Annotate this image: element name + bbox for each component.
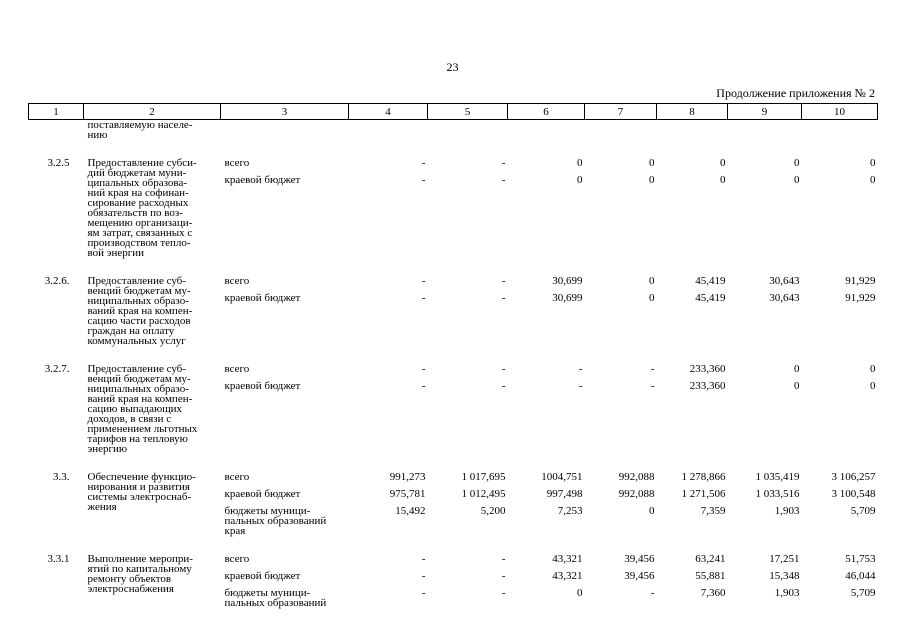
appendix-continuation-label: Продолжение приложения № 2 (716, 86, 875, 100)
value-cell: - (421, 157, 426, 169)
value-cell: 0 (649, 275, 655, 287)
spacer-cell (29, 454, 878, 472)
page-number: 23 (446, 60, 459, 74)
empty-cell (728, 120, 802, 141)
row-spacer (29, 258, 878, 276)
value-cell: - (421, 553, 426, 565)
column-header: 7 (585, 104, 657, 120)
value-cell: 30,699 (552, 292, 583, 304)
row-code: 3.2.7. (44, 363, 70, 375)
funding-source: всего (224, 275, 250, 287)
value-cell: 51,753 (845, 553, 876, 565)
value-cell: 5,709 (850, 587, 876, 599)
value-cell: - (421, 363, 426, 375)
empty-cell (508, 120, 585, 141)
empty-cell (221, 120, 349, 141)
value-cell: 46,044 (845, 570, 876, 582)
value-cell: 0 (870, 363, 876, 375)
funding-source: всего (224, 157, 250, 169)
value-cell: 1 033,516 (755, 488, 800, 500)
funding-source: всего (224, 471, 250, 483)
value-cell: 0 (649, 174, 655, 186)
row-name: Выполнение меропри- ятий по капитальному ремонту объектов электроснабжения (87, 553, 193, 595)
funding-source: всего (224, 553, 250, 565)
value-cell: 1 017,695 (461, 471, 506, 483)
column-header: 3 (221, 104, 349, 120)
value-cell: - (578, 363, 583, 375)
row-code: 3.2.5 (47, 157, 70, 169)
value-cell: - (501, 292, 506, 304)
value-cell: 45,419 (695, 275, 726, 287)
value-cell: 5,200 (480, 505, 506, 517)
funding-source: краевой бюджет (224, 380, 301, 392)
value-cell: 7,253 (557, 505, 583, 517)
value-cell: 3 100,548 (831, 488, 876, 500)
value-cell: 1 035,419 (755, 471, 800, 483)
value-cell: 91,929 (845, 275, 876, 287)
value-cell: 0 (870, 380, 876, 392)
value-cell: - (421, 275, 426, 287)
spacer-cell (29, 346, 878, 364)
value-cell: 39,456 (624, 570, 655, 582)
value-cell: 233,360 (689, 380, 726, 392)
value-cell: - (501, 587, 506, 599)
value-cell: - (501, 174, 506, 186)
value-cell: - (650, 587, 655, 599)
column-header: 10 (802, 104, 878, 120)
value-cell: 43,321 (552, 570, 583, 582)
value-cell: - (650, 380, 655, 392)
table-row (29, 554, 878, 571)
column-header: 5 (428, 104, 508, 120)
funding-source: бюджеты муници- пальных образований (224, 587, 327, 609)
row-code (29, 120, 84, 141)
value-cell: 1,903 (774, 505, 800, 517)
value-cell: 30,643 (769, 292, 800, 304)
column-number-header (29, 104, 878, 120)
value-cell: - (578, 380, 583, 392)
funding-source: краевой бюджет (224, 570, 301, 582)
row-name: Предоставление суб- венций бюджетам му- ниципальных образо- ваний края на компен- сацию части расходов граждан на оплату коммунальных услуг (87, 275, 193, 347)
value-cell: 15,348 (769, 570, 800, 582)
funding-source: краевой бюджет (224, 292, 301, 304)
value-cell: 975,781 (389, 488, 426, 500)
value-cell: 55,881 (695, 570, 726, 582)
value-cell: - (421, 174, 426, 186)
value-cell: 30,643 (769, 275, 800, 287)
value-cell: 997,498 (546, 488, 583, 500)
value-cell: 15,492 (395, 505, 426, 517)
value-cell: - (501, 157, 506, 169)
value-cell: 1,903 (774, 587, 800, 599)
value-cell: 0 (577, 174, 583, 186)
table-row (29, 120, 878, 141)
empty-cell (428, 120, 508, 141)
empty-cell (349, 120, 428, 141)
table-row (29, 472, 878, 489)
column-header: 4 (349, 104, 428, 120)
table-row (29, 276, 878, 293)
value-cell: - (501, 275, 506, 287)
value-cell: 0 (794, 174, 800, 186)
value-cell: - (650, 363, 655, 375)
budget-table (28, 103, 878, 608)
value-cell: 233,360 (689, 363, 726, 375)
value-cell: - (421, 292, 426, 304)
row-spacer (29, 346, 878, 364)
row-spacer (29, 454, 878, 472)
value-cell: 0 (794, 380, 800, 392)
row-code: 3.3.1 (47, 553, 70, 565)
value-cell: 0 (720, 157, 726, 169)
value-cell: 7,359 (700, 505, 726, 517)
value-cell: 0 (720, 174, 726, 186)
value-cell: 0 (870, 157, 876, 169)
row-name: Предоставление суб- венций бюджетам му- ниципальных образо- ваний края на компен- сацию выпадающих доходов, в связи с применением льготных тарифов на тепловую энергию (87, 363, 198, 455)
row-name: Предоставление субси- дий бюджетам муни- ципальных образова- ний края на софинан- сирование расходных обязательств по воз- мещению организаци- ям затрат, связанных с производством тепло- вой энергии (87, 157, 197, 259)
funding-source: краевой бюджет (224, 488, 301, 500)
value-cell: 0 (577, 157, 583, 169)
value-cell: 992,088 (618, 488, 655, 500)
value-cell: 0 (649, 505, 655, 517)
table-row (29, 364, 878, 381)
row-spacer (29, 536, 878, 554)
empty-cell (657, 120, 728, 141)
empty-cell (802, 120, 878, 141)
column-header: 1 (29, 104, 84, 120)
value-cell: 0 (794, 157, 800, 169)
value-cell: 17,251 (769, 553, 800, 565)
value-cell: 1 271,506 (681, 488, 726, 500)
value-cell: 91,929 (845, 292, 876, 304)
row-code: 3.3. (53, 471, 70, 483)
value-cell: 0 (649, 157, 655, 169)
value-cell: 0 (870, 174, 876, 186)
value-cell: - (421, 587, 426, 599)
value-cell: 39,456 (624, 553, 655, 565)
value-cell: 30,699 (552, 275, 583, 287)
value-cell: 7,360 (700, 587, 726, 599)
value-cell: 63,241 (695, 553, 726, 565)
value-cell: - (501, 380, 506, 392)
funding-source: всего (224, 363, 250, 375)
funding-source: бюджеты муници- пальных образований края (224, 505, 327, 537)
row-name: Обеспечение функцио- нирования и развития системы электроснаб- жения (87, 471, 196, 513)
value-cell: 991,273 (389, 471, 426, 483)
value-cell: - (421, 380, 426, 392)
spacer-cell (29, 140, 878, 158)
column-header: 8 (657, 104, 728, 120)
spacer-cell (29, 258, 878, 276)
value-cell: - (501, 363, 506, 375)
carryover-text: поставляемую населе- нию (87, 119, 193, 141)
value-cell: - (421, 570, 426, 582)
value-cell: 1004,751 (541, 471, 583, 483)
column-header: 6 (508, 104, 585, 120)
empty-cell (585, 120, 657, 141)
value-cell: 5,709 (850, 505, 876, 517)
value-cell: 0 (649, 292, 655, 304)
value-cell: - (501, 553, 506, 565)
spacer-cell (29, 536, 878, 554)
value-cell: 0 (794, 363, 800, 375)
value-cell: 1 012,495 (461, 488, 506, 500)
value-cell: 43,321 (552, 553, 583, 565)
value-cell: 3 106,257 (831, 471, 876, 483)
column-header: 9 (728, 104, 802, 120)
value-cell: 0 (577, 587, 583, 599)
row-spacer (29, 140, 878, 158)
value-cell: 992,088 (618, 471, 655, 483)
table-body (29, 120, 878, 609)
table-row (29, 158, 878, 175)
value-cell: 1 278,866 (681, 471, 726, 483)
value-cell: - (501, 570, 506, 582)
funding-source: краевой бюджет (224, 174, 301, 186)
row-code: 3.2.6. (44, 275, 70, 287)
column-header: 2 (84, 104, 221, 120)
value-cell: 45,419 (695, 292, 726, 304)
